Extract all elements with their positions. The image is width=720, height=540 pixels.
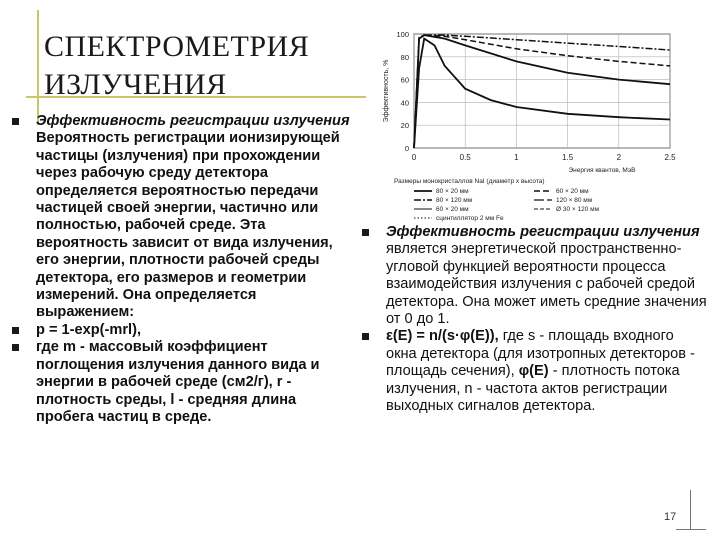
x-tick-label: 1.5 <box>562 153 574 162</box>
right-p1-emphasis: Эффективность регистрации излучения <box>386 224 700 240</box>
plot-area <box>414 34 670 148</box>
left-paragraph-3 <box>12 339 352 426</box>
legend-entry: 80 × 20 мм <box>436 188 469 195</box>
right-p2-phi: φ(E) <box>518 363 549 380</box>
x-tick-label: 0 <box>411 153 417 162</box>
x-tick-label: 2.5 <box>664 153 676 162</box>
right-p2-formula: ε(E) = n/(s·φ(E)), <box>386 328 499 345</box>
left-p1-emphasis: Эффективность регистрации излучения <box>36 113 350 129</box>
y-tick-label: 20 <box>400 121 409 131</box>
y-axis-label: Эффективность, % <box>383 59 390 123</box>
x-tick-label: 1 <box>514 153 519 162</box>
page-number-divider <box>690 490 691 530</box>
page-number-underline <box>676 529 706 530</box>
right-paragraph-1 <box>362 224 708 328</box>
y-tick-label: 0 <box>404 144 409 153</box>
page-number: 17 <box>664 511 677 523</box>
y-tick-label: 80 <box>400 52 409 62</box>
title-line-1: СПЕКТРОМЕТРИЯ <box>44 30 310 63</box>
bullet-icon <box>362 333 369 340</box>
left-column <box>12 113 352 426</box>
legend-entry: 120 × 80 мм <box>556 197 593 204</box>
legend-entry: 60 × 20 мм <box>556 188 589 195</box>
efficiency-chart <box>370 22 690 247</box>
legend-entry: 60 × 20 мм <box>436 206 469 213</box>
y-tick-label: 40 <box>400 98 409 108</box>
right-p2-text: где s - площадь входного окна детектора (для изотропных детекторов - площадь сечения), <box>386 328 695 380</box>
left-p2-formula: p = 1-exp(-mrl), <box>36 321 142 338</box>
left-p1-text: Вероятность регистрации ионизирующей частицы (излучения) при прохождении через рабочую среду детектора определяется вероятностью передачи частицей своей энергии, частично или полностью, рабочей среде. Эта вероятность зависит от вида излучения, его энергии, плотности рабочей среды детектора, его размеров и геометрии измерений. Она определяется выражением: <box>36 130 340 321</box>
legend-entry: сцинтиллятор 2 мм Fe <box>436 215 504 222</box>
legend-entry: 80 × 120 мм <box>436 197 473 204</box>
bullet-icon <box>12 118 19 125</box>
title-line-2: ИЗЛУЧЕНИЯ <box>44 68 227 101</box>
accent-vertical-line <box>37 10 39 125</box>
right-paragraph-2 <box>362 328 708 415</box>
right-p1-text: является энергетической пространственно-угловой функцией вероятности процесса взаимодействия излучения с рабочей средой детектора. Она может иметь средние значения от 0 до 1. <box>386 241 707 328</box>
left-p3-text: где m - массовый коэффициент поглощения излучения данного вида и энергии в рабочей среде (см2/г), r - плотность среды, l - средняя длина пробега частиц в среде. <box>36 339 320 425</box>
right-column <box>362 224 708 415</box>
left-paragraph-1 <box>12 113 352 322</box>
x-tick-label: 0.5 <box>459 153 471 162</box>
legend-entry: Ø 30 × 120 мм <box>556 206 600 213</box>
slide-title <box>44 28 364 104</box>
legend-title: Размеры монокристаллов NaI (диаметр х высота) <box>394 178 545 185</box>
x-tick-label: 2 <box>616 153 622 162</box>
bullet-icon <box>12 327 19 334</box>
y-tick-label: 100 <box>396 30 409 39</box>
right-p2-tail: - плотность потока излучения, n - частота актов регистрации выходных сигналов детектора. <box>386 363 680 415</box>
bullet-icon <box>12 344 19 351</box>
x-axis-label: Энергия квантов, МэВ <box>568 167 636 174</box>
bullet-icon <box>362 229 369 236</box>
y-tick-label: 60 <box>400 75 409 85</box>
left-paragraph-2 <box>12 322 352 339</box>
